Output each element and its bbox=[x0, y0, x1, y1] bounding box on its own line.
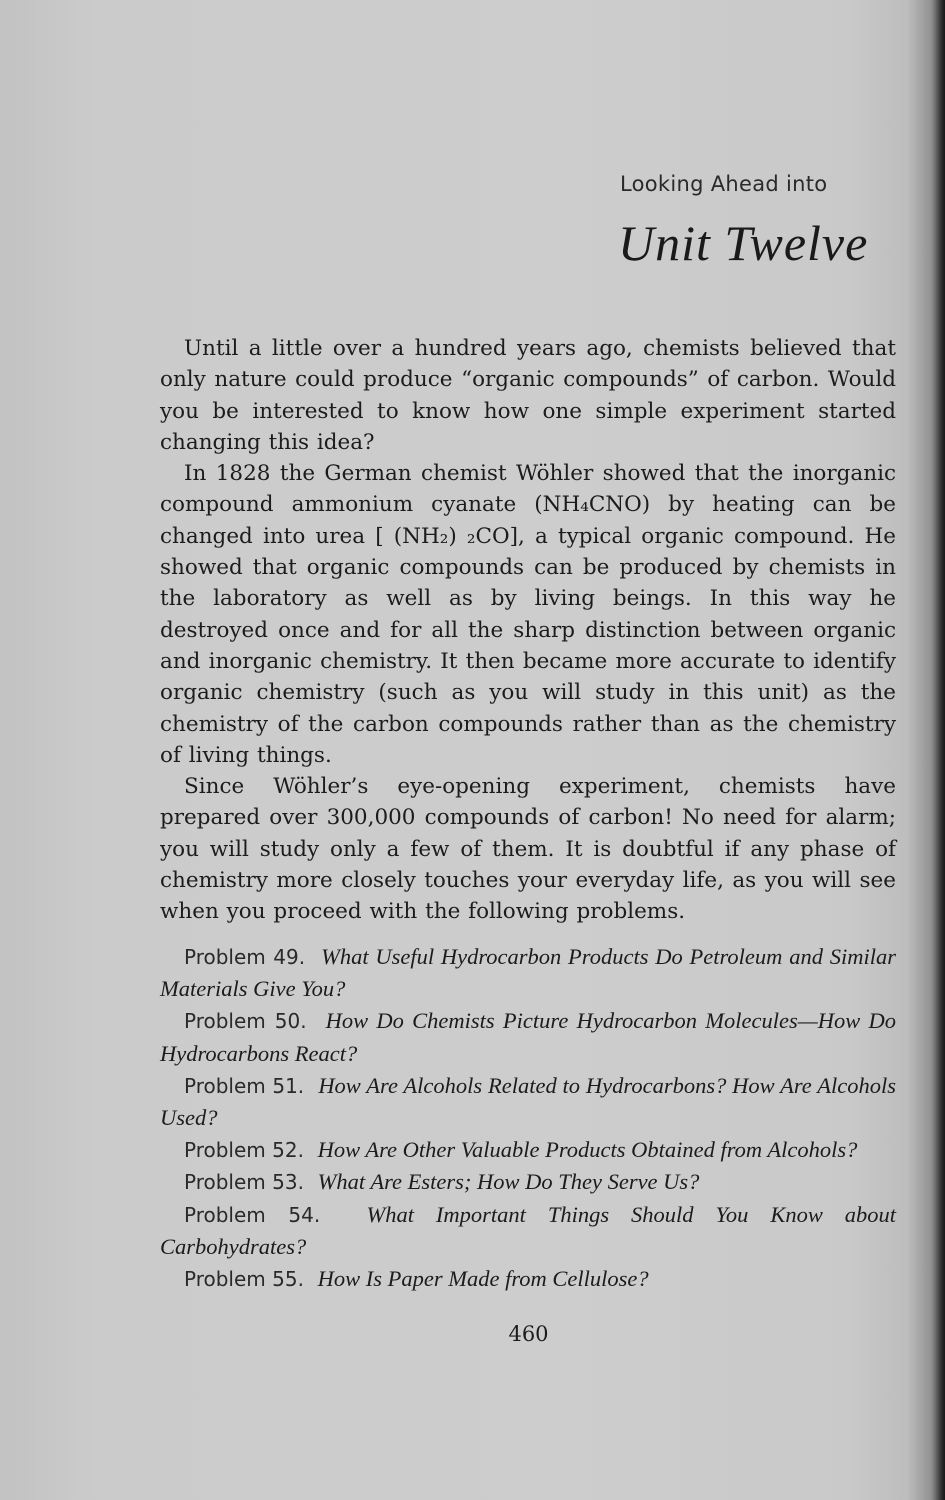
problem-item bbox=[160, 1166, 896, 1198]
problem-item bbox=[160, 1263, 896, 1295]
problem-label: Problem 52. bbox=[184, 1138, 304, 1163]
problem-title: How Are Alcohols Related to Hydrocarbons? How Are Alcohols Used? bbox=[160, 1072, 896, 1131]
problem-label: Problem 49. bbox=[184, 945, 306, 969]
problem-list bbox=[160, 941, 896, 1295]
problem-label: Problem 54. bbox=[184, 1202, 321, 1227]
paragraph: In 1828 the German chemist Wöhler showed that the inorganic compound ammonium cyanate (NH₄CNO) by heating can be changed into urea [ (NH₂) ₂CO], a typical organic compound. He showed that organic compounds can be produced by chemists in the laboratory as well as by living beings. In this way he destroyed once and for all the sharp distinction between organic and inorganic chemistry. It then became more accurate to identify organic chemistry (such as you will study in this unit) as the chemistry of the carbon compounds rather than as the chemistry of living things. bbox=[160, 461, 896, 768]
problem-label: Problem 55. bbox=[184, 1267, 304, 1292]
problem-title: How Are Other Valuable Products Obtained from Alcohols? bbox=[317, 1137, 858, 1163]
problem-item bbox=[160, 1070, 896, 1134]
intro-text bbox=[160, 333, 896, 928]
paragraph: Until a little over a hundred years ago, chemists believed that only nature could produce “organic compounds” of carbon. Would you be interested to know how one simple experiment started changing this idea? bbox=[160, 336, 896, 455]
problem-item bbox=[160, 1199, 896, 1263]
page-number: 460 bbox=[508, 1322, 549, 1346]
problem-label: Problem 53. bbox=[184, 1170, 304, 1195]
unit-title: Unit Twelve bbox=[618, 215, 869, 271]
problem-title: What Useful Hydrocarbon Products Do Petroleum and Similar Materials Give You? bbox=[160, 944, 896, 1002]
problem-item bbox=[160, 1005, 896, 1069]
problem-title: How Do Chemists Picture Hydrocarbon Molecules—How Do Hydrocarbons React? bbox=[160, 1008, 897, 1066]
problem-title: What Important Things Should You Know about Carbohydrates? bbox=[160, 1201, 897, 1259]
paragraph: Since Wöhler’s eye-opening experiment, chemists have prepared over 300,000 compounds of carbon! No need for alarm; you will study only a few of them. It is doubtful if any phase of chemistry more closely touches your everyday life, as you will see when you proceed with the following problems. bbox=[160, 774, 896, 925]
page-edge-shadow bbox=[931, 0, 945, 1500]
problem-label: Problem 50. bbox=[184, 1009, 307, 1034]
problem-title: How Is Paper Made from Cellulose? bbox=[317, 1266, 649, 1292]
problem-item bbox=[160, 941, 896, 1005]
problem-label: Problem 51. bbox=[184, 1073, 305, 1098]
problem-title: What Are Esters; How Do They Serve Us? bbox=[317, 1169, 700, 1195]
problem-item bbox=[160, 1134, 896, 1166]
section-kicker: Looking Ahead into bbox=[620, 172, 828, 196]
